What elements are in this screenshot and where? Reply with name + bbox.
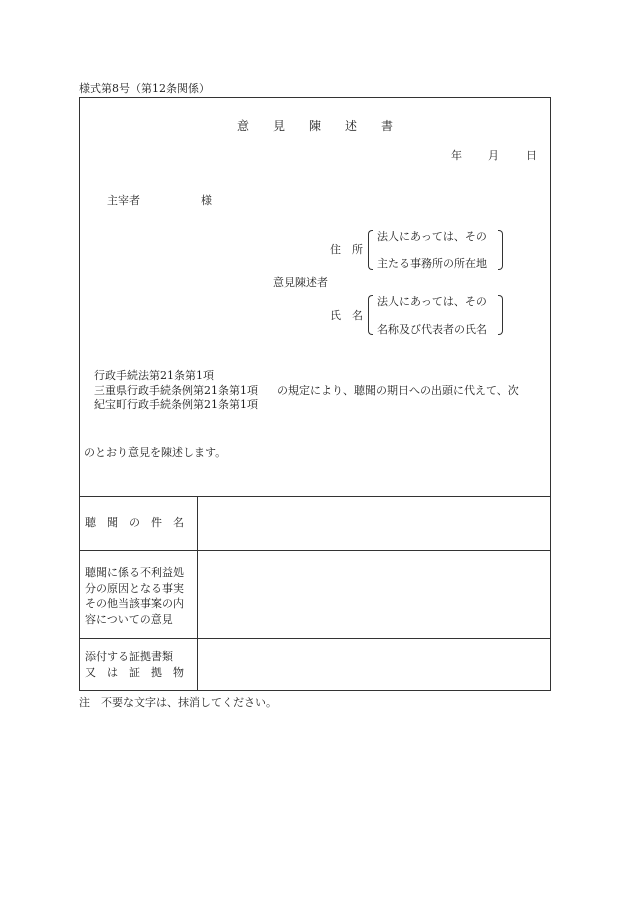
footnote: 注 不要な文字は、抹消してください。: [79, 696, 277, 709]
table-row-divider-1: [80, 550, 550, 551]
law-ref-3: 紀宝町行政手続条例第21条第1項: [94, 398, 258, 411]
row-label-opinion-line-4: 容についての意見: [85, 613, 173, 626]
name-bracket-right: [498, 295, 503, 335]
table-column-divider: [197, 496, 198, 691]
row-label-opinion-line-1: 聴聞に係る不利益処: [85, 566, 184, 579]
law-ref-1: 行政手続法第21条第1項: [94, 369, 214, 382]
evidence-field[interactable]: [199, 640, 550, 690]
opinion-statement-form: [79, 97, 551, 691]
date-day: 日: [526, 149, 537, 162]
name-note-1: 法人にあっては、その: [377, 295, 487, 308]
row-label-evidence-line-2: 又 は 証 拠 物: [85, 666, 184, 679]
date-year: 年: [451, 149, 462, 162]
name-note-2: 名称及び代表者の氏名: [377, 323, 487, 336]
row-label-hearing-subject: 聴 聞 の 件 名: [85, 516, 184, 529]
address-bracket-left: [368, 230, 373, 270]
name-label: 氏 名: [330, 309, 363, 322]
address-note-2: 主たる事務所の所在地: [377, 257, 487, 270]
hearing-subject-field[interactable]: [199, 498, 550, 549]
body-text-2: のとおり意見を陳述します。: [84, 446, 227, 459]
form-number: 様式第8号（第12条関係）: [79, 82, 210, 95]
table-row-divider-2: [80, 638, 550, 639]
row-label-evidence-line-1: 添付する証拠書類: [85, 650, 173, 663]
applicant-role: 意見陳述者: [273, 276, 328, 289]
opinion-field[interactable]: [199, 552, 550, 637]
addressee-name: 主宰者: [107, 194, 140, 207]
date-month: 月: [488, 149, 499, 162]
address-note-1: 法人にあっては、その: [377, 230, 487, 243]
table-top-line: [80, 496, 550, 497]
name-bracket-left: [368, 295, 373, 335]
address-bracket-right: [498, 230, 503, 270]
row-label-opinion-line-3: その他当該事案の内: [85, 597, 184, 610]
form-title: 意 見 陳 述 書: [236, 119, 393, 133]
body-text-1: の規定により、聴聞の期日への出頭に代えて、次: [277, 384, 519, 397]
addressee-honorific: 様: [201, 194, 212, 207]
address-label: 住 所: [330, 243, 363, 256]
law-ref-2: 三重県行政手続条例第21条第1項: [94, 384, 258, 397]
row-label-opinion-line-2: 分の原因となる事実: [85, 582, 184, 595]
